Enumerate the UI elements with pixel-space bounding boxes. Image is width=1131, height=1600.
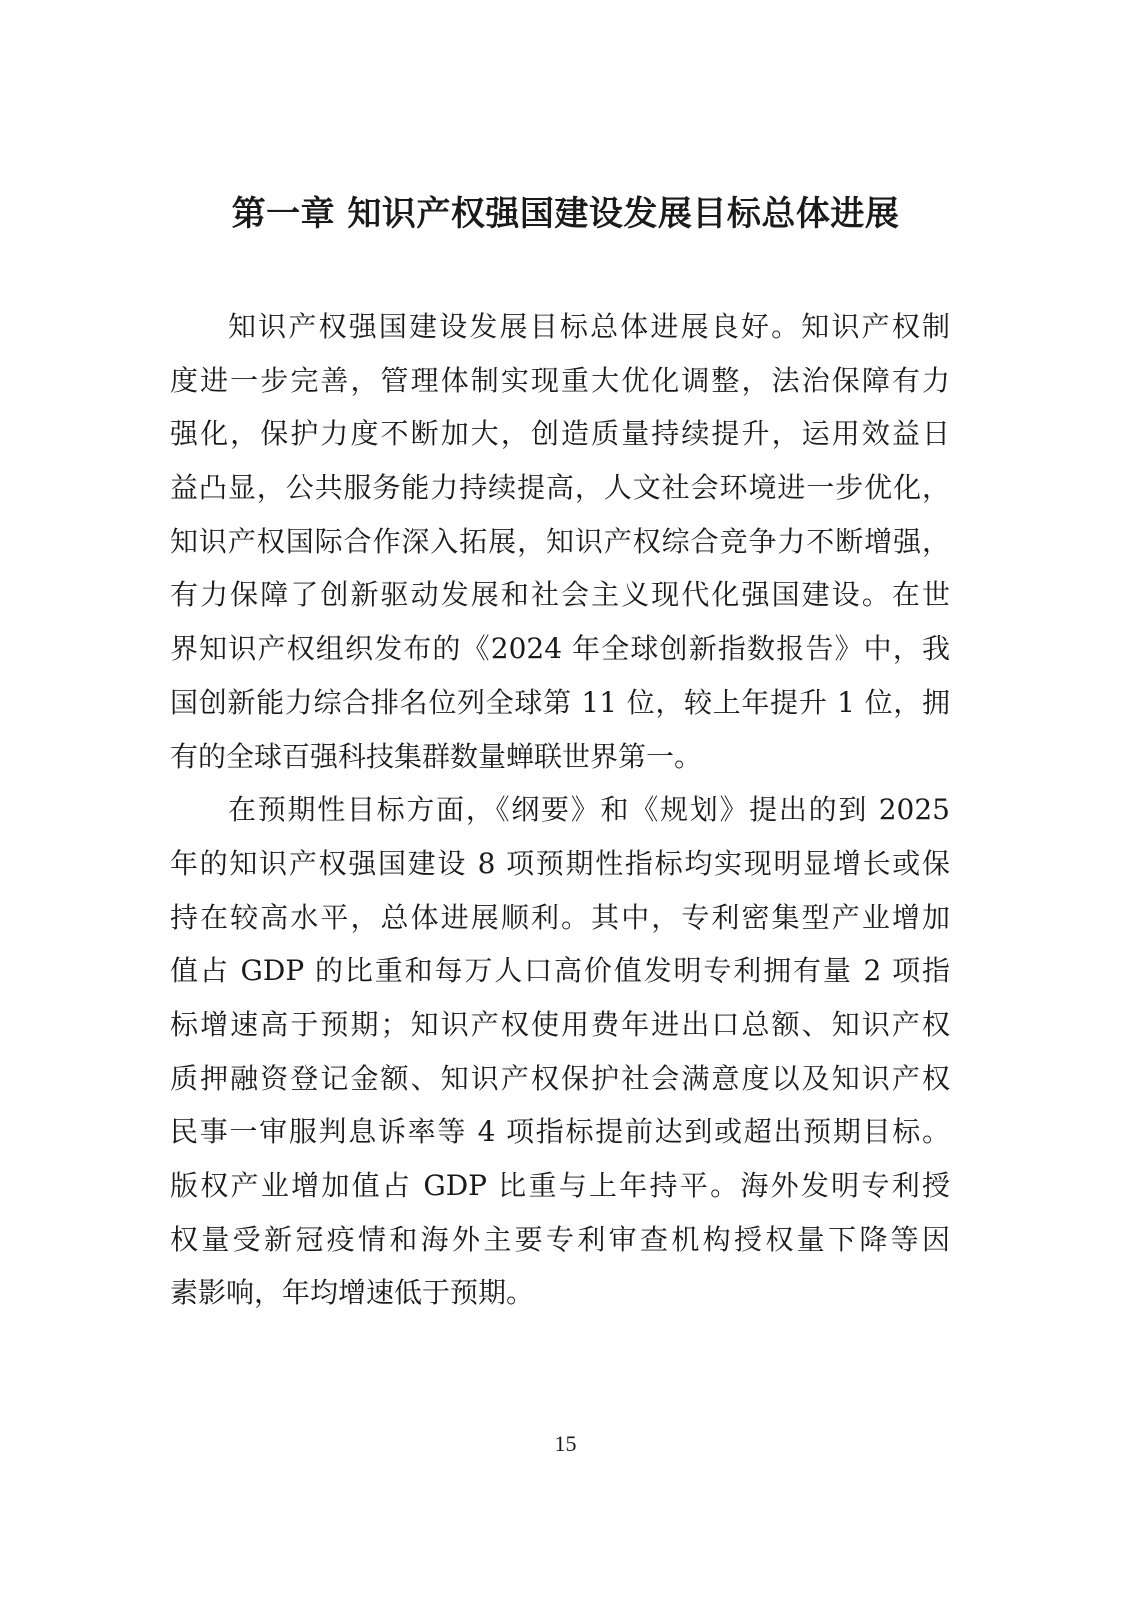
text-line: 知识产权国际合作深入拓展，知识产权综合竞争力不断增强， bbox=[170, 524, 950, 558]
page-number: 15 bbox=[554, 1431, 577, 1456]
text-line: 知识产权强国建设发展目标总体进展良好。知识产权制 bbox=[228, 310, 950, 343]
text-line: 权量受新冠疫情和海外主要专利审查机构授权量下降等因 bbox=[170, 1222, 950, 1256]
body-text bbox=[170, 300, 950, 1320]
paragraph-1 bbox=[170, 300, 950, 783]
text-line: 度进一步完善，管理体制实现重大优化调整，法治保障有力 bbox=[170, 363, 950, 397]
text-line: 在预期性目标方面，《纲要》和《规划》提出的到 2025 bbox=[228, 793, 950, 827]
chapter-title: 第一章 知识产权强国建设发展目标总体进展 bbox=[231, 194, 900, 234]
text-line: 有的全球百强科技集群数量蝉联世界第一。 bbox=[170, 739, 703, 773]
text-line: 版权产业增加值占 GDP 比重与上年持平。海外发明专利授 bbox=[170, 1169, 950, 1202]
paragraph-2 bbox=[170, 783, 950, 1320]
text-line: 强化，保护力度不断加大，创造质量持续提升，运用效益日 bbox=[170, 417, 950, 451]
text-line: 素影响，年均增速低于预期。 bbox=[170, 1276, 535, 1310]
text-line: 有力保障了创新驱动发展和社会主义现代化强国建设。在世 bbox=[170, 578, 950, 612]
text-line: 持在较高水平，总体进展顺利。其中，专利密集型产业增加 bbox=[170, 900, 950, 934]
text-line: 界知识产权组织发布的《2024 年全球创新指数报告》中，我 bbox=[170, 632, 950, 666]
text-line: 值占 GDP 的比重和每万人口高价值发明专利拥有量 2 项指 bbox=[170, 954, 950, 988]
text-line: 益凸显，公共服务能力持续提高，人文社会环境进一步优化， bbox=[170, 471, 950, 505]
text-line: 民事一审服判息诉率等 4 项指标提前达到或超出预期目标。 bbox=[170, 1115, 950, 1149]
text-line: 年的知识产权强国建设 8 项预期性指标均实现明显增长或保 bbox=[170, 846, 950, 880]
text-line: 国创新能力综合排名位列全球第 11 位，较上年提升 1 位，拥 bbox=[170, 685, 950, 719]
text-line: 质押融资登记金额、知识产权保护社会满意度以及知识产权 bbox=[170, 1061, 950, 1095]
text-line: 标增速高于预期；知识产权使用费年进出口总额、知识产权 bbox=[170, 1007, 950, 1041]
